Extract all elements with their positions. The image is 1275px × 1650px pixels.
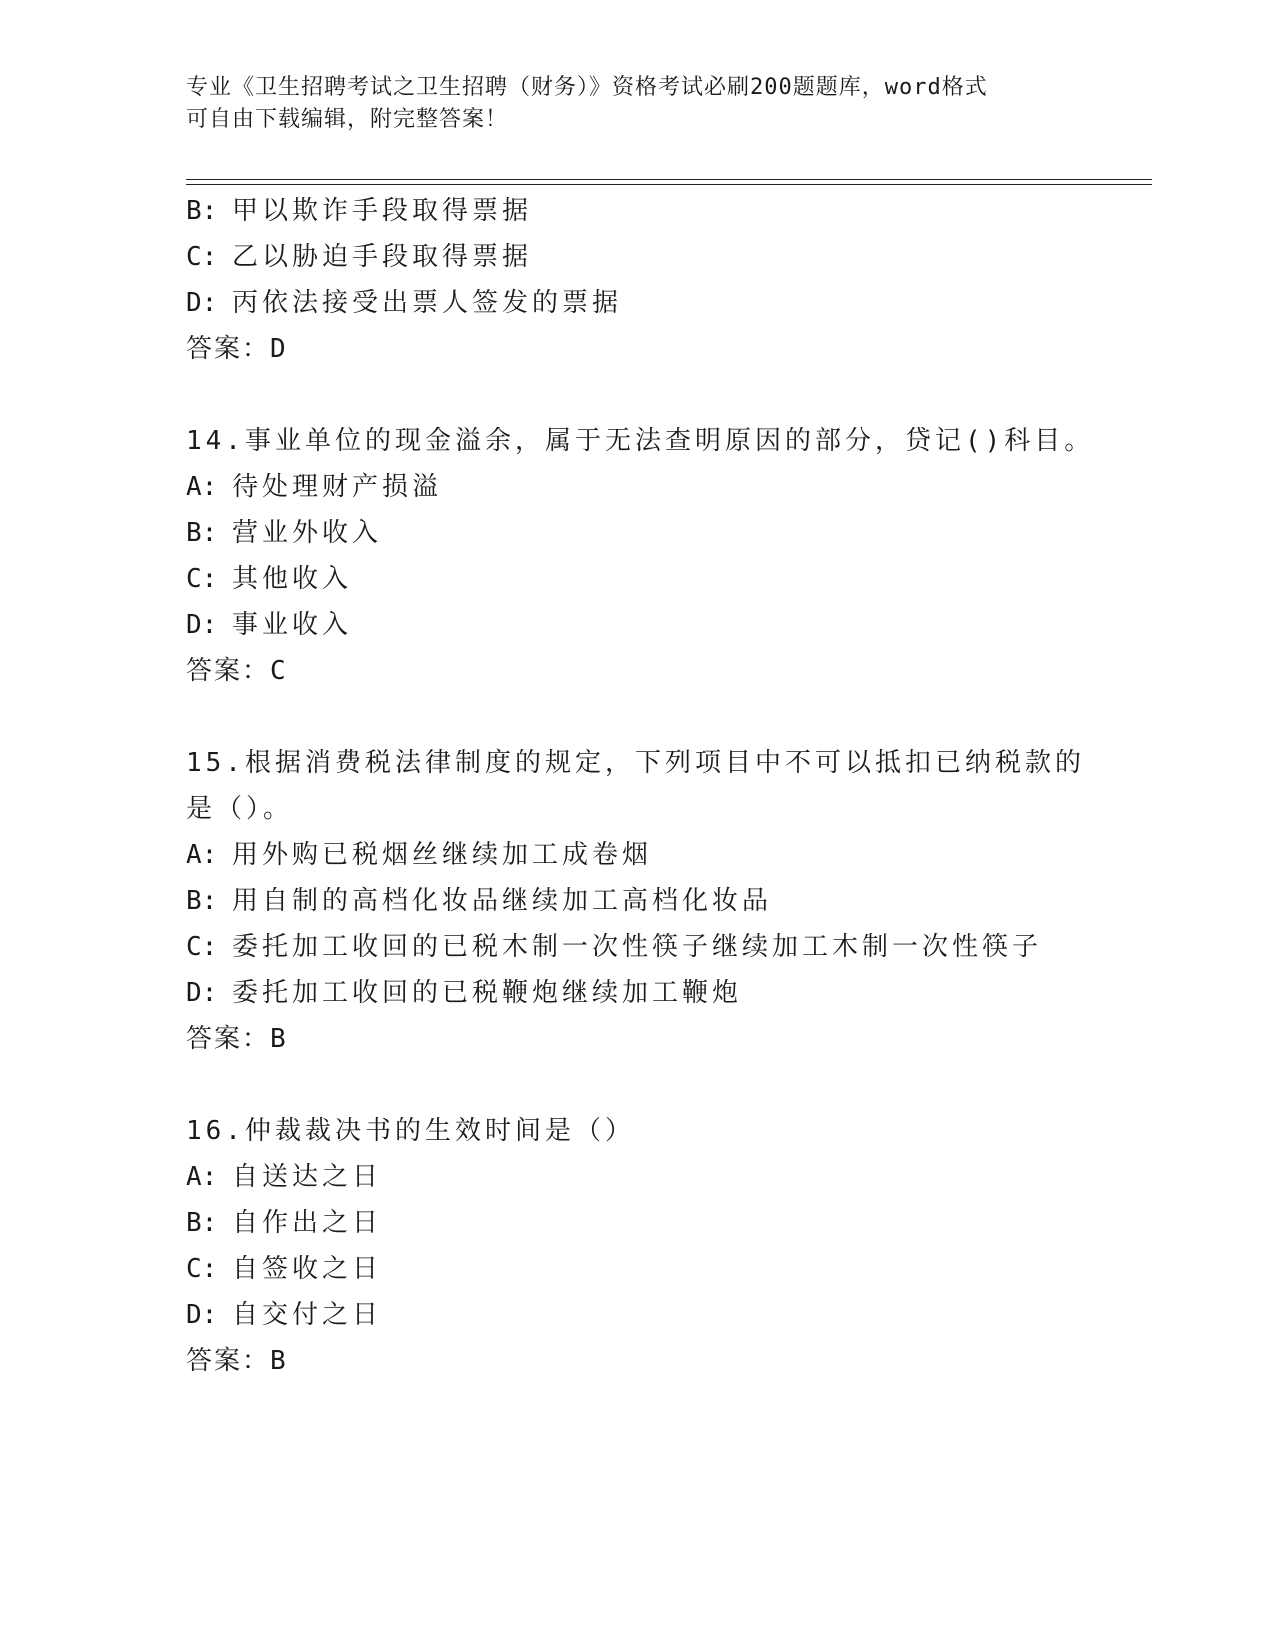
option-label: D: [186,978,218,1008]
answer-label: 答案： [186,656,271,686]
option-label: B: [186,518,218,548]
option-text: 自交付之日 [232,1300,383,1330]
option-text: 用外购已税烟丝继续加工成卷烟 [232,840,653,870]
option-d [186,970,1106,1016]
question-13-carryover [186,188,1106,372]
option-text: 委托加工收回的已税木制一次性筷子继续加工木制一次性筷子 [232,932,1043,962]
option-label: D: [186,1300,218,1330]
option-text: 营业外收入 [232,518,383,548]
option-label: A: [186,840,218,870]
option-text: 用自制的高档化妆品继续加工高档化妆品 [232,886,773,916]
answer-label: 答案： [186,334,271,364]
header-line-1: 专业《卫生招聘考试之卫生招聘（财务）》资格考试必刷200题题库，word格式 [186,75,988,100]
option-a [186,464,1106,510]
answer [186,326,1106,372]
option-text: 其他收入 [232,564,353,594]
question-16 [186,1108,1106,1384]
option-b [186,510,1106,556]
option-label: D: [186,610,218,640]
option-text: 委托加工收回的已税鞭炮继续加工鞭炮 [232,978,743,1008]
option-c [186,556,1106,602]
option-text: 自送达之日 [232,1162,383,1192]
answer-label: 答案： [186,1346,271,1376]
option-text: 甲以欺诈手段取得票据 [232,196,533,226]
option-c [186,924,1106,970]
option-label: C: [186,242,218,272]
option-c [186,1246,1106,1292]
header-rule-top [186,179,1152,180]
answer-value: B [270,1346,286,1376]
option-label: A: [186,1162,218,1192]
answer-label: 答案： [186,1024,271,1054]
question-text: 16.仲裁裁决书的生效时间是（） [186,1116,635,1146]
answer-value: D [270,334,286,364]
option-text: 自作出之日 [232,1208,383,1238]
option-label: C: [186,1254,218,1284]
option-d [186,280,1106,326]
option-label: B: [186,886,218,916]
option-a [186,1154,1106,1200]
answer-value: B [270,1024,286,1054]
option-label: B: [186,196,218,226]
question-text: 15.根据消费税法律制度的规定，下列项目中不可以抵扣已纳税款的是（）。 [186,748,1085,824]
option-b [186,188,1106,234]
option-label: C: [186,932,218,962]
option-d [186,1292,1106,1338]
question-14 [186,418,1106,694]
option-label: A: [186,472,218,502]
option-a [186,832,1106,878]
option-label: C: [186,564,218,594]
option-b [186,1200,1106,1246]
answer [186,648,1106,694]
option-c [186,234,1106,280]
header-line-2: 可自由下载编辑，附完整答案！ [186,107,509,132]
option-label: D: [186,288,218,318]
option-label: B: [186,1208,218,1238]
option-d [186,602,1106,648]
option-text: 待处理财产损溢 [232,472,443,502]
option-text: 乙以胁迫手段取得票据 [232,242,533,272]
option-text: 事业收入 [232,610,353,640]
question-content [186,188,1106,1384]
option-b [186,878,1106,924]
question-text: 14.事业单位的现金溢余，属于无法查明原因的部分，贷记()科目。 [186,426,1095,456]
page-header [186,72,1086,136]
answer-value: C [270,656,286,686]
option-text: 自签收之日 [232,1254,383,1284]
option-text: 丙依法接受出票人签发的票据 [232,288,623,318]
question-15 [186,740,1106,1062]
header-rule-bottom [186,184,1152,185]
answer [186,1338,1106,1384]
answer [186,1016,1106,1062]
